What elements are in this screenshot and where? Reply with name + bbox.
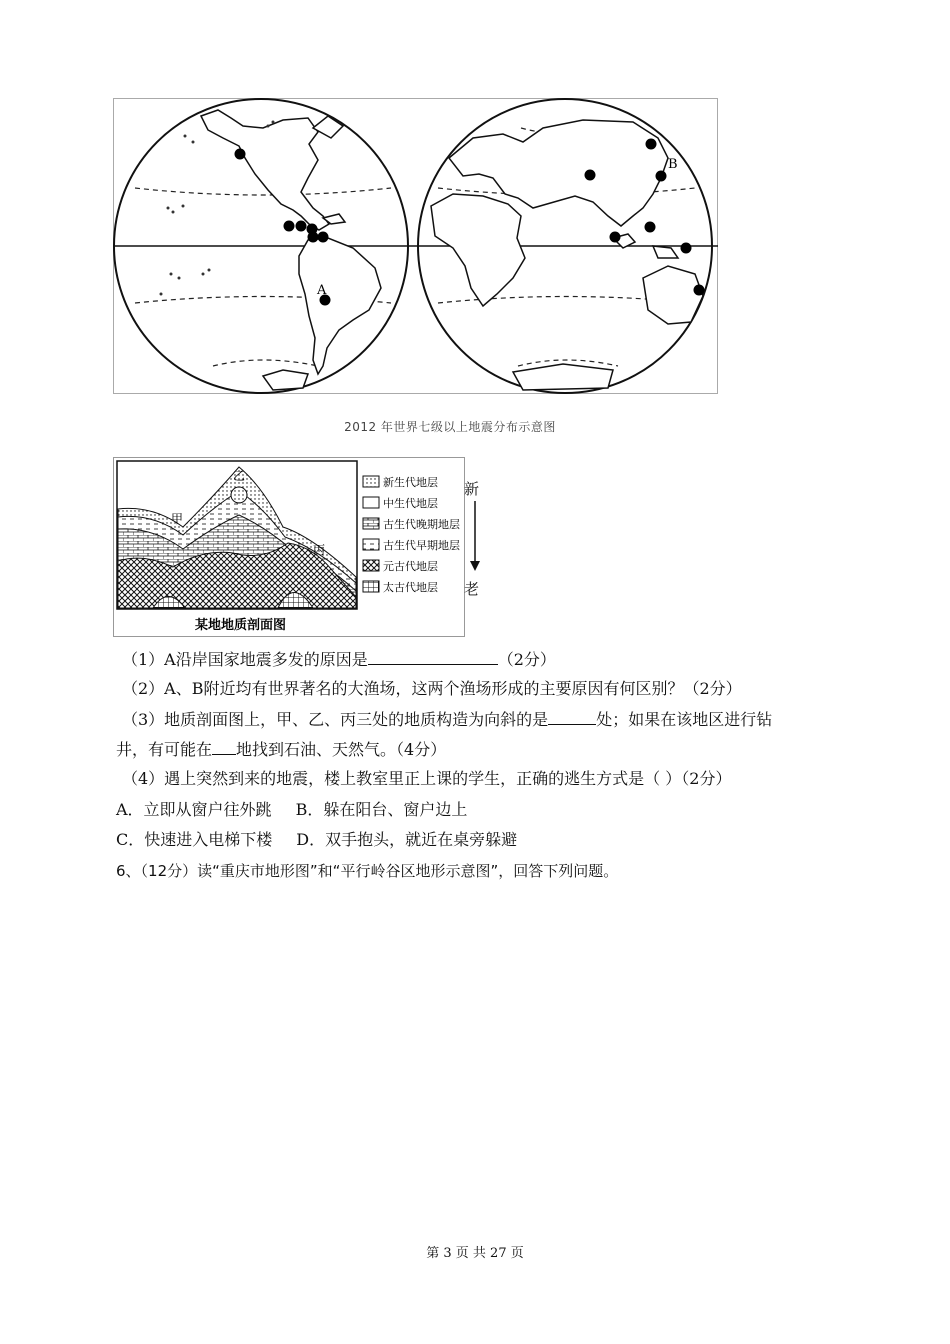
quake-dot xyxy=(694,285,705,296)
question-3-text-d: 地找到石油、天然气。（4分） xyxy=(236,740,447,759)
quake-dot xyxy=(646,139,657,150)
answer-blank[interactable] xyxy=(368,648,498,665)
question-3-text-a: （3）地质剖面图上，甲、乙、丙三处的地质构造为向斜的是 xyxy=(122,710,549,729)
legend-item: 古生代晚期地层 xyxy=(383,518,460,531)
question-3-text-c: 井，有可能在 xyxy=(116,740,213,759)
legend-item: 古生代早期地层 xyxy=(383,539,460,552)
option-d[interactable]: D．双手抱头，就近在桌旁躲避 xyxy=(296,830,518,849)
question-3-line-1 xyxy=(122,708,772,731)
quake-dot xyxy=(585,170,596,181)
section-label-yi: 乙 xyxy=(233,469,246,483)
question-4: （4）遇上突然到来的地震，楼上教室里正上课的学生，正确的逃生方式是（ ）（2分） xyxy=(122,769,732,788)
legend-item: 新生代地层 xyxy=(383,476,438,489)
option-b[interactable]: B．躲在阳台、窗户边上 xyxy=(295,800,468,819)
map-label-b: B xyxy=(668,157,678,172)
legend-item: 中生代地层 xyxy=(383,497,438,510)
legend-item: 太古代地层 xyxy=(383,581,438,594)
option-c[interactable]: C．快速进入电梯下楼 xyxy=(116,830,273,849)
question-1 xyxy=(122,648,556,671)
quake-dot xyxy=(296,221,307,232)
section-label-bing: 丙 xyxy=(313,543,326,557)
answer-blank[interactable] xyxy=(212,738,236,755)
quake-dot xyxy=(284,221,295,232)
arrow-label-new-text: 新 xyxy=(464,480,480,498)
world-earthquake-map xyxy=(113,98,718,394)
question-3-line-2 xyxy=(116,738,446,761)
option-a[interactable]: A．立即从窗户往外跳 xyxy=(116,800,272,819)
question-3-text-b: 处；如果在该地区进行钻 xyxy=(596,710,773,729)
quake-dot xyxy=(681,243,692,254)
map-label-a: A xyxy=(317,283,327,298)
options-row-1 xyxy=(116,799,467,821)
question-6: 6、（12分）读“重庆市地形图”和“平行岭谷区地形示意图”，回答下列问题。 xyxy=(116,862,619,880)
section-drawing xyxy=(117,461,357,609)
quake-dot xyxy=(645,222,656,233)
section-caption: 某地地质剖面图 xyxy=(195,618,287,633)
question-1-text: （1）A沿岸国家地震多发的原因是 xyxy=(122,650,368,669)
section-label-jia: 甲 xyxy=(171,512,184,526)
answer-blank[interactable] xyxy=(548,708,596,725)
geologic-section-figure xyxy=(113,457,465,637)
question-1-points: （2分） xyxy=(497,650,556,669)
map-caption: 2012 年世界七级以上地震分布示意图 xyxy=(344,420,556,434)
quake-dot xyxy=(318,232,329,243)
legend-item: 元古代地层 xyxy=(383,560,438,573)
quake-dot xyxy=(235,149,246,160)
question-2: （2）A、B附近均有世界著名的大渔场，这两个渔场形成的主要原因有何区别？（2分） xyxy=(122,679,742,698)
quake-dot xyxy=(656,171,667,182)
page-footer: 第 3 页 共 27 页 xyxy=(426,1246,524,1261)
arrow-label-old-text: 老 xyxy=(464,580,480,598)
quake-dot xyxy=(610,232,621,243)
options-row-2 xyxy=(116,829,517,851)
quake-dot xyxy=(308,232,319,243)
